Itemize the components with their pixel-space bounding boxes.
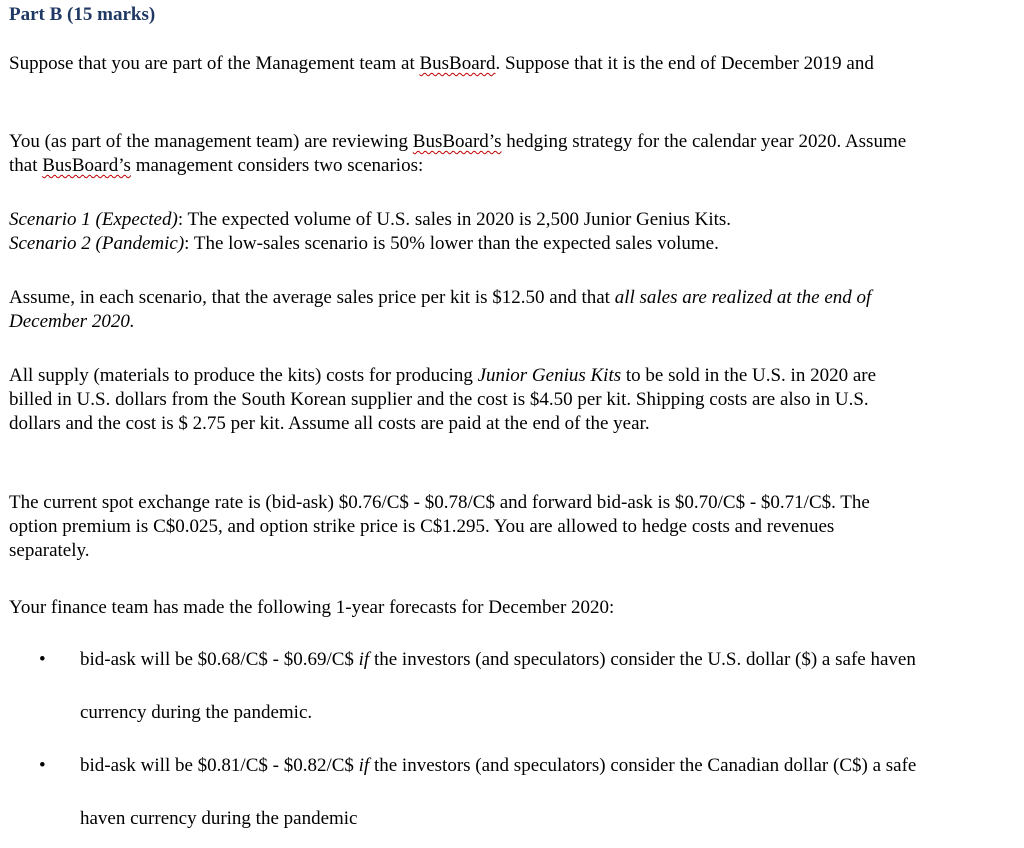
bullet-text <box>80 633 920 739</box>
italic-run: if <box>358 649 370 670</box>
italic-run: all sales are realized at the end of December 2020. <box>9 287 872 332</box>
text-run: to be sold in the U.S. in 2020 are billed in U.S. dollars from the South Korean supplier and the cost is $4.50 per kit. Shipping costs are also in U.S. dollars and the cost is $ 2.75 per kit. Assume all costs are paid at the end of the year. <box>9 365 877 434</box>
text-run: Suppose that you are part of the Management team at <box>9 53 420 74</box>
paragraph-sales-price <box>9 286 909 334</box>
text-run: : The expected volume of U.S. sales in 2020 is 2,500 Junior Genius Kits. <box>177 209 732 230</box>
text-run: bid-ask will be $0.68/C$ - $0.69/C$ <box>80 649 359 670</box>
paragraph-context <box>9 52 909 76</box>
italic-run: if <box>358 755 370 776</box>
spellcheck-flagged-word: BusBoard’s <box>412 131 502 152</box>
spellcheck-flagged-word: BusBoard’s <box>42 155 131 176</box>
paragraph-review <box>9 130 909 178</box>
text-run: . Suppose that it is the end of December 2019 and <box>495 53 874 74</box>
text-run: management considers two scenarios: <box>130 155 424 176</box>
text-run: : The low-sales scenario is 50% lower than the expected sales volume. <box>184 233 719 254</box>
paragraph-forecasts-intro: Your finance team has made the following 1-year forecasts for December 2020: <box>9 597 615 618</box>
bullet-icon: • <box>39 755 46 776</box>
scenario-label: Scenario 1 (Expected) <box>9 209 178 230</box>
paragraph-scenarios <box>9 208 909 256</box>
text-run: Assume, in each scenario, that the average sales price per kit is $12.50 and that <box>9 287 615 308</box>
paragraph-costs <box>9 364 909 436</box>
paragraph-exchange-rates: The current spot exchange rate is (bid-ask) $0.76/C$ - $0.78/C$ and forward bid-ask is $0.70/C$ - $0.71/C$. The option premium is C$0.025, and option strike price is C$1.295. You are allowed to hedge costs and revenues separately. <box>9 492 870 561</box>
scenario-1 <box>9 208 909 232</box>
spellcheck-flagged-word: BusBoard <box>419 53 496 74</box>
text-run: You (as part of the management team) are reviewing <box>9 131 413 152</box>
italic-run: Junior Genius Kits <box>477 365 622 386</box>
text-run: the investors (and speculators) consider the Canadian dollar (C$) a safe haven currency during the pandemic <box>80 755 917 829</box>
text-run: bid-ask will be $0.81/C$ - $0.82/C$ <box>80 755 359 776</box>
scenario-2 <box>9 232 909 256</box>
text-run: hedging strategy for the calendar year 2020. Assume that <box>9 131 907 176</box>
text-run: the investors (and speculators) consider the U.S. dollar ($) a safe haven currency during the pandemic. <box>80 649 916 723</box>
scenario-label: Scenario 2 (Pandemic) <box>9 233 185 254</box>
text-run: All supply (materials to produce the kits) costs for producing <box>9 365 478 386</box>
bullet-icon: • <box>39 649 46 670</box>
bullet-text <box>80 739 920 845</box>
section-heading: Part B (15 marks) <box>9 4 156 25</box>
